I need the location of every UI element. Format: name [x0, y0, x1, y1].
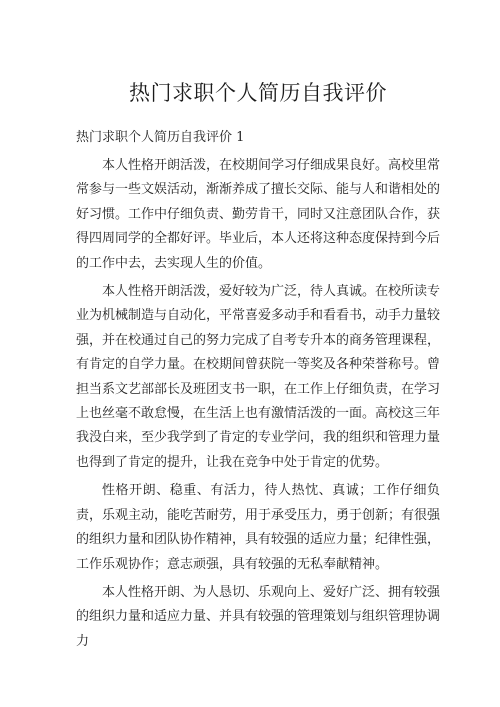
paragraph-1: 本人性格开朗活泼，在校期间学习仔细成果良好。高校里常常参与一些文娱活动，渐渐养成了擅长交际、能与人和谐相处的好习惯。工作中仔细负责、勤劳肯干，同时又注意团队合作，获得四周同学的全都好评。毕业后，本人还将这种态度保持到今后的工作中去，去实现人生的价值。	[76, 158, 441, 271]
page-title: 热门求职个人简历自我评价	[129, 81, 387, 105]
section-heading: 热门求职个人简历自我评价 1	[76, 130, 245, 145]
paragraph-2: 本人性格开朗活泼，爱好较为广泛，待人真诚。在校所读专业为机械制造与自动化，平常喜爱多动手和看看书，动手力量较强，并在校通过自己的努力完成了自考专升本的商务管理课程，有肯定的自学力量。在校期间曾获院一等奖及各种荣誉称号。曾担当系文艺部部长及班团支书一职，在工作上仔细负责，在学习上也丝毫不敢怠慢，在生活上也有激情活泼的一面。高校这三年我没白来，至少我学到了肯定的专业学问，我的组织和管理力量也得到了肯定的提升，让我在竞争中处于肯定的优势。	[76, 284, 441, 470]
paragraph-3: 性格开朗、稳重、有活力，待人热忱、真诚；工作仔细负责，乐观主动，能吃苦耐劳，用于承受压力，勇于创新；有很强的组织力量和团队协作精神，具有较强的适应力量；纪律性强，工作乐观协作；意志顽强，具有较强的无私奉献精神。	[76, 483, 441, 572]
paragraph-4: 本人性格开朗、为人恳切、乐观向上、爱好广泛、拥有较强的组织力量和适应力量、并具有较强的管理策划与组织管理协调力	[76, 584, 441, 649]
